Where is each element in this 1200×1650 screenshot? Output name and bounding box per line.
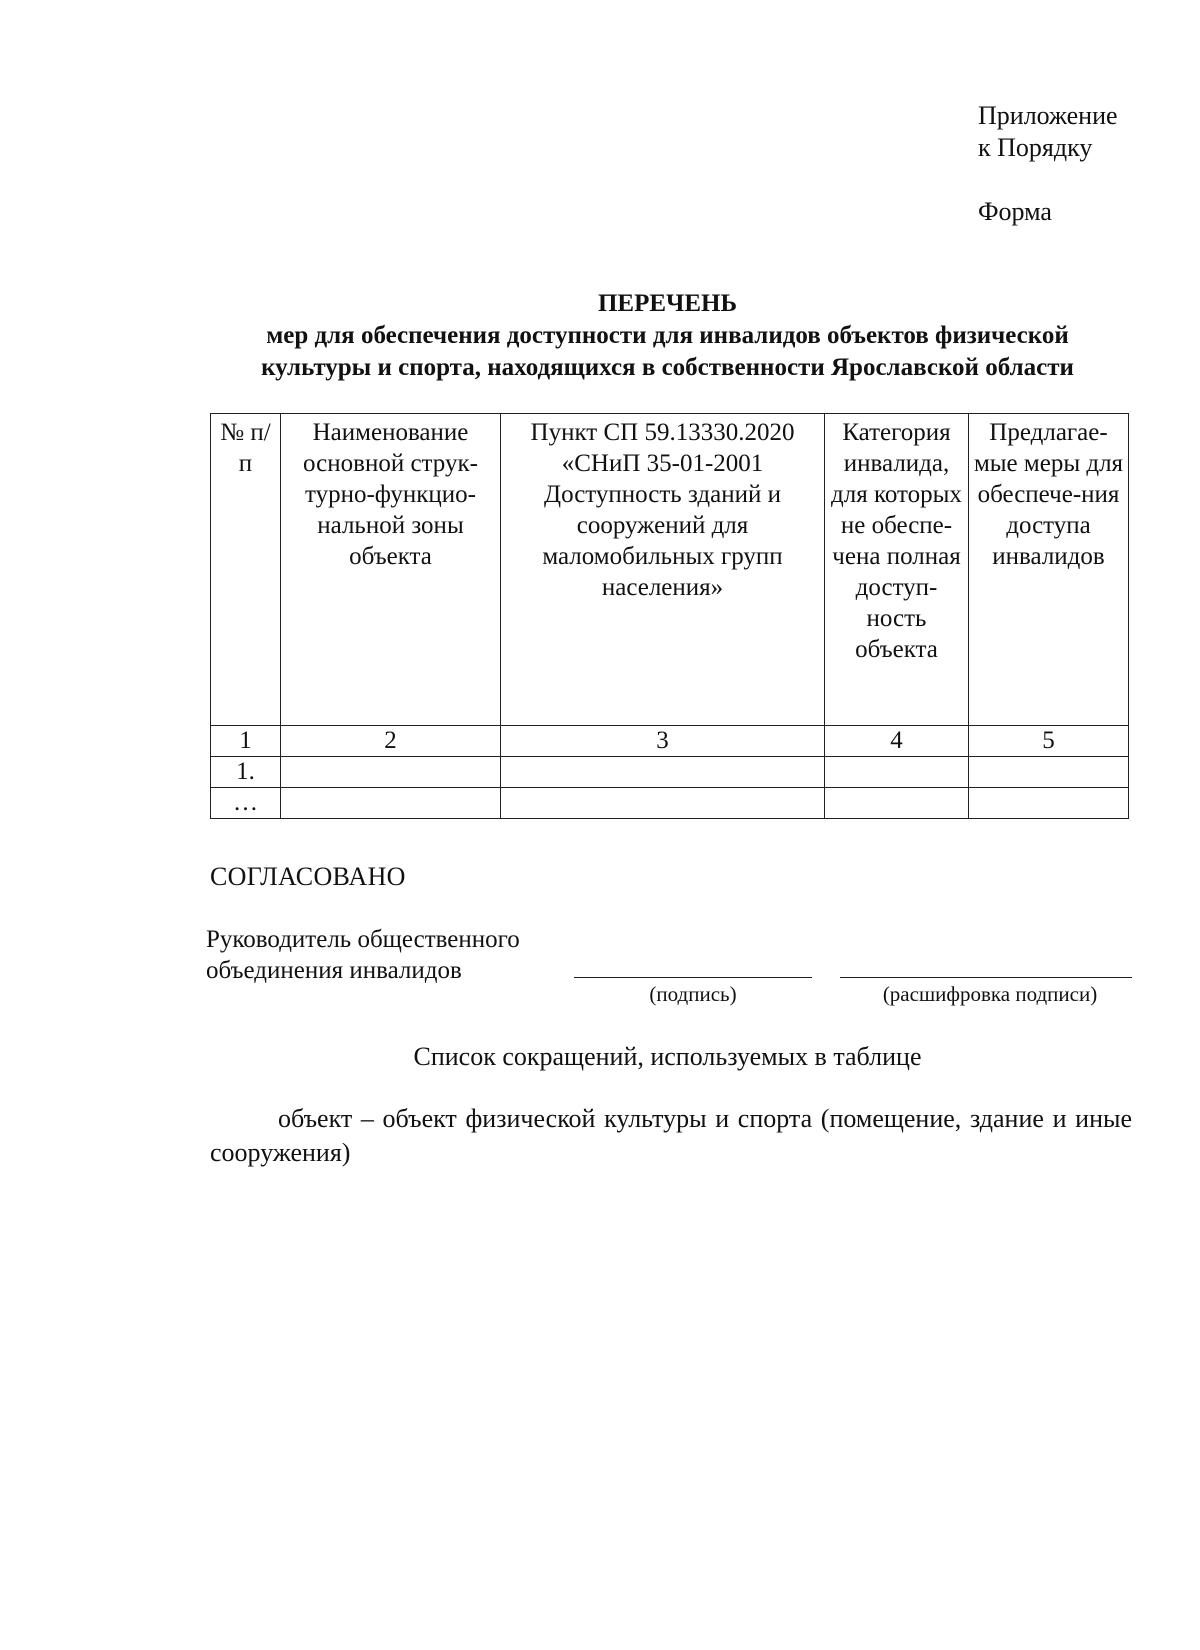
table-cell [501,757,825,788]
column-number-cell: 3 [501,726,825,757]
form-label: Форма [978,197,1052,226]
header-disability-category: Категория инвалида, для которых не обеспе-чена полная доступ-ность объекта [825,414,969,726]
header-number: № п/п [211,414,281,726]
signer-line-1: Руководитель общественного [206,926,520,953]
table-header-row [211,414,1129,726]
title-line-2: мер для обеспечения доступности для инвалидов объектов физической [266,322,1069,349]
table-cell [825,788,969,819]
annex-block [978,100,1118,228]
document-title [200,288,1135,384]
table-cell [825,757,969,788]
table-cell: 1. [211,757,281,788]
abbreviations-text: объект – объект физической культуры и спорта (помещение, здание и иные сооружения) [210,1104,1132,1167]
annex-reference: к Порядку [978,133,1093,162]
table-row [211,788,1129,819]
table-cell [501,788,825,819]
column-number-cell: 4 [825,726,969,757]
column-number-cell: 1 [211,726,281,757]
measures-table [210,413,1129,819]
column-number-cell: 2 [281,726,501,757]
header-zone-name: Наименование основной струк-турно-функцио-нальной зоны объекта [281,414,501,726]
table-column-numbers-row [211,726,1129,757]
table-row [211,757,1129,788]
signature-decoding-caption: (расшифровка подписи) [882,982,1098,1006]
table-cell [969,788,1129,819]
signature-line [574,977,812,978]
signature-caption: (подпись) [649,982,737,1006]
header-sp-point: Пункт СП 59.13330.2020 «СНиП 35-01-2001 Доступность зданий и сооружений для маломобильных групп населения» [501,414,825,726]
signature-decoding-line [840,977,1132,978]
table-cell [281,788,501,819]
title-line-3: культуры и спорта, находящихся в собственности Ярославской области [261,354,1074,381]
agreed-label: СОГЛАСОВАНО [210,862,406,891]
title-main: ПЕРЕЧЕНЬ [597,290,738,317]
table-cell [969,757,1129,788]
header-proposed-measures: Предлагае-мые меры для обеспече-ния доступа инвалидов [969,414,1129,726]
abbreviations-heading: Список сокращений, используемых в таблице [413,1042,922,1071]
table-cell [281,757,501,788]
annex-label: Приложение [978,101,1118,130]
signer-block [206,924,520,986]
column-number-cell: 5 [969,726,1129,757]
table-cell: … [211,788,281,819]
signer-line-2: объединения инвалидов [206,957,462,984]
